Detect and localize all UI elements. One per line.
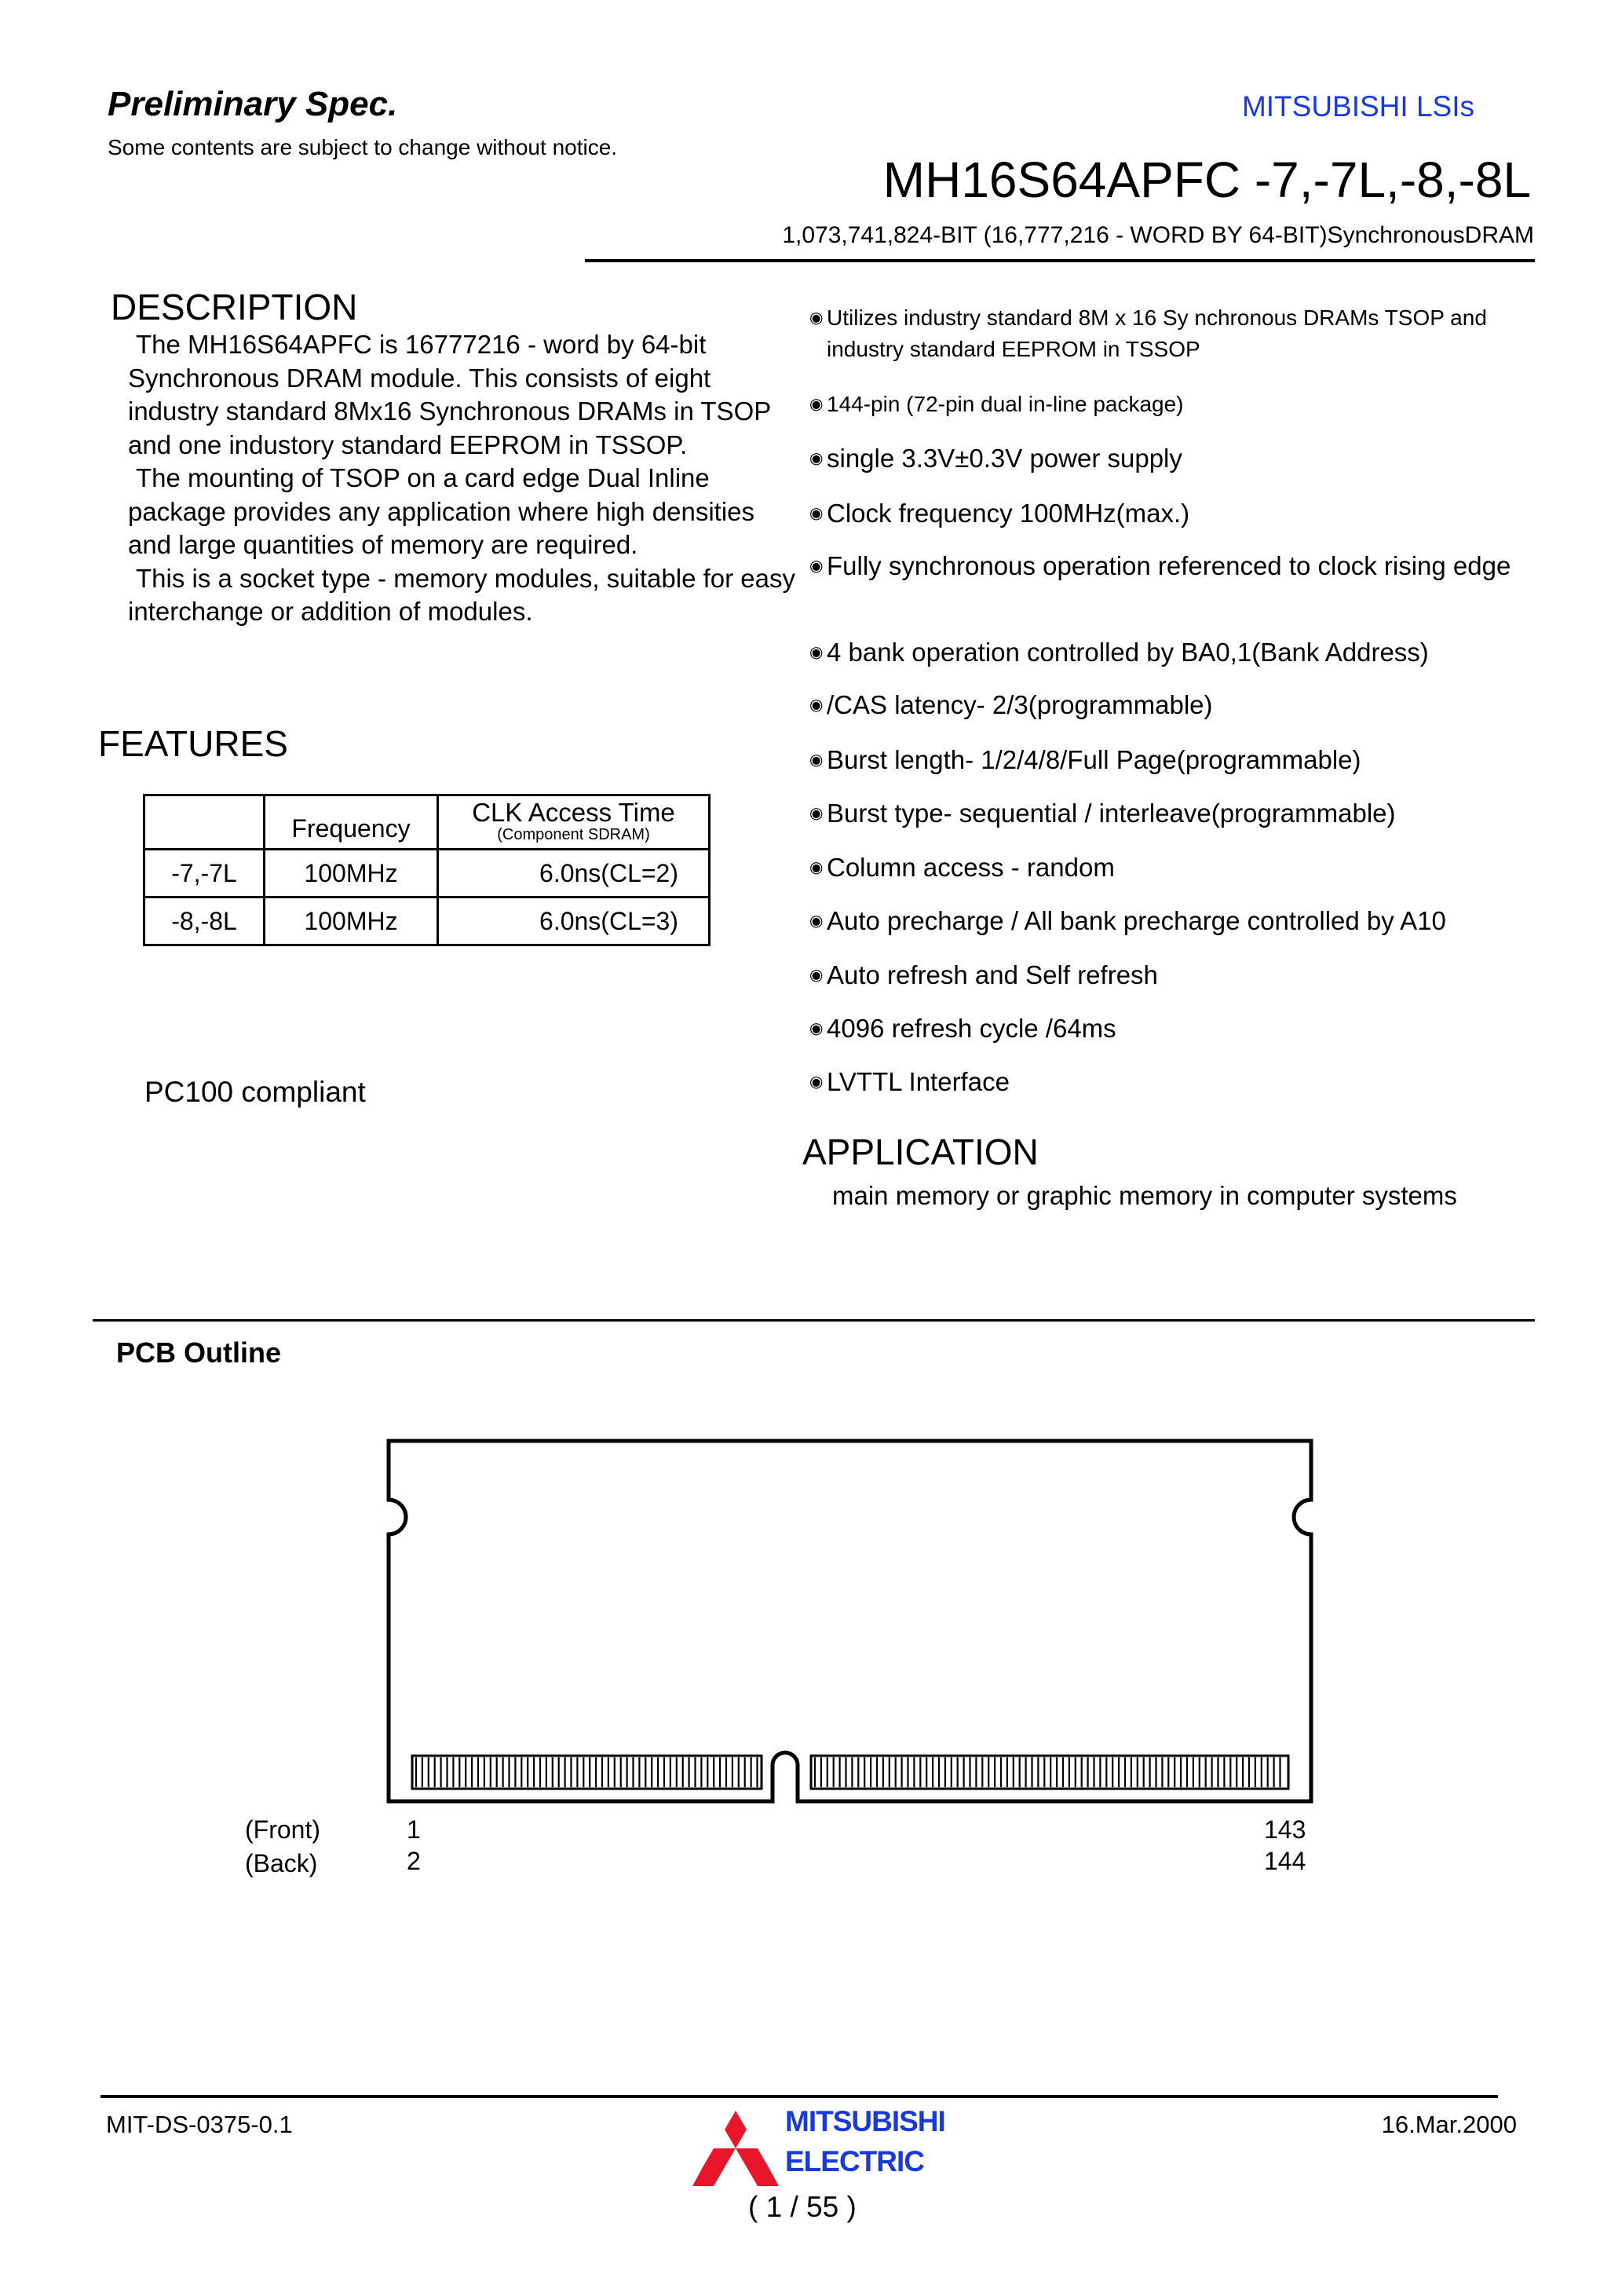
description-paragraph: This is a socket type - memory modules, suitable for easy interchange or addition of modules. bbox=[128, 563, 795, 626]
bullet-icon: ◉ bbox=[809, 396, 824, 413]
logo-wordmark-line1: MITSUBISHI bbox=[785, 2105, 945, 2137]
pcb-board-outline bbox=[389, 1441, 1311, 1801]
feature-item: ◉ LVTTL Interface bbox=[809, 1066, 1010, 1099]
document-date: 16.Mar.2000 bbox=[1381, 2111, 1517, 2138]
clk-access-header bbox=[438, 795, 710, 850]
speed-cell: -7,-7L bbox=[144, 850, 265, 898]
feature-item: ◉ Burst length- 1/2/4/8/Full Page(programmable) bbox=[809, 744, 1361, 777]
back-last-pin: 144 bbox=[1264, 1847, 1306, 1875]
brand-label: MITSUBISHI LSIs bbox=[1241, 90, 1474, 122]
description-paragraph: The mounting of TSOP on a card edge Dual Inline package provides any application where high densities and large quantities of memory are required. bbox=[128, 463, 755, 559]
frequency-cell: 100MHz bbox=[265, 850, 438, 898]
part-number: MH16S64APFC -7,-7L,-8,-8L bbox=[882, 152, 1531, 208]
frequency-cell: 100MHz bbox=[265, 898, 438, 945]
clk-access-label: CLK Access Time bbox=[472, 798, 675, 827]
application-text: main memory or graphic memory in computer systems bbox=[832, 1181, 1457, 1210]
feature-item: ◉ 4096 refresh cycle /64ms bbox=[809, 1012, 1116, 1045]
feature-item: ◉ 144-pin (72-pin dual in-line package) bbox=[809, 389, 1184, 420]
feature-item: ◉ Clock frequency 100MHz(max.) bbox=[809, 497, 1189, 530]
bullet-icon: ◉ bbox=[809, 558, 824, 575]
bullet-icon: ◉ bbox=[809, 309, 824, 327]
bullet-icon: ◉ bbox=[809, 1020, 824, 1037]
logo-wordmark-line2: ELECTRIC bbox=[785, 2145, 924, 2177]
application-heading: APPLICATION bbox=[802, 1132, 1039, 1172]
access-cell: 6.0ns(CL=3) bbox=[438, 898, 710, 945]
bullet-icon: ◉ bbox=[809, 505, 824, 522]
pc100-note: PC100 compliant bbox=[144, 1076, 366, 1108]
feature-item: ◉ single 3.3V±0.3V power supply bbox=[809, 442, 1182, 475]
features-heading: FEATURES bbox=[98, 723, 288, 764]
bullet-icon: ◉ bbox=[809, 859, 824, 876]
bullet-icon: ◉ bbox=[809, 805, 824, 822]
table-header-row bbox=[144, 795, 710, 850]
front-first-pin: 1 bbox=[407, 1815, 421, 1844]
feature-item: ◉ Auto refresh and Self refresh bbox=[809, 959, 1158, 992]
feature-item: ◉ Utilizes industry standard 8M x 16 Sy nchronous DRAMs TSOP and industry standard EEPROM in TSSOP bbox=[809, 302, 1516, 365]
table-corner-cell bbox=[144, 795, 265, 850]
pcb-outline-drawing bbox=[377, 1429, 1319, 1822]
pin-block-left-frame bbox=[412, 1756, 762, 1789]
bullet-icon: ◉ bbox=[809, 1073, 824, 1091]
access-cell: 6.0ns(CL=2) bbox=[438, 850, 710, 898]
description-body bbox=[128, 328, 795, 629]
bullet-icon: ◉ bbox=[809, 644, 824, 661]
pin-row-right bbox=[815, 1757, 1280, 1787]
feature-item: ◉ Fully synchronous operation referenced to clock rising edge bbox=[809, 550, 1547, 583]
back-first-pin: 2 bbox=[407, 1847, 421, 1875]
speed-cell: -8,-8L bbox=[144, 898, 265, 945]
table-row bbox=[144, 850, 710, 898]
feature-item: ◉ Burst type- sequential / interleave(programmable) bbox=[809, 797, 1396, 830]
page-number: ( 1 / 55 ) bbox=[748, 2191, 857, 2223]
bullet-icon: ◉ bbox=[809, 751, 824, 769]
section-rule bbox=[93, 1319, 1535, 1322]
description-heading: DESCRIPTION bbox=[111, 287, 358, 327]
notice-text: Some contents are subject to change without notice. bbox=[108, 135, 618, 159]
frequency-header: Frequency bbox=[265, 795, 438, 850]
component-sdram-label: (Component SDRAM) bbox=[497, 826, 650, 843]
pin-row-left bbox=[416, 1757, 758, 1787]
document-id: MIT-DS-0375-0.1 bbox=[106, 2111, 293, 2138]
feature-item: ◉ /CAS latency- 2/3(programmable) bbox=[809, 689, 1213, 722]
mitsubishi-logo-icon bbox=[692, 2109, 779, 2188]
footer-rule bbox=[100, 2095, 1498, 2098]
description-paragraph: The MH16S64APFC is 16777216 - word by 64-bit Synchronous DRAM module. This consists of eight industry standard 8Mx16 Synchronous DRAMs in TSOP and one industory standard EEPROM in TSSOP. bbox=[128, 330, 771, 459]
front-last-pin: 143 bbox=[1264, 1815, 1306, 1844]
bullet-icon: ◉ bbox=[809, 450, 824, 467]
bullet-icon: ◉ bbox=[809, 912, 824, 930]
table-row bbox=[144, 898, 710, 945]
pcb-outline-heading: PCB Outline bbox=[116, 1336, 282, 1369]
bullet-icon: ◉ bbox=[809, 967, 824, 984]
back-label: (Back) bbox=[245, 1849, 318, 1877]
front-label: (Front) bbox=[245, 1815, 320, 1844]
feature-item: ◉ 4 bank operation controlled by BA0,1(Bank Address) bbox=[809, 636, 1429, 669]
bullet-icon: ◉ bbox=[809, 696, 824, 714]
feature-item: ◉ Column access - random bbox=[809, 851, 1115, 884]
subtitle: 1,073,741,824-BIT (16,777,216 - WORD BY 64-BIT)SynchronousDRAM bbox=[782, 222, 1534, 248]
header-rule bbox=[585, 259, 1535, 262]
feature-item: ◉ Auto precharge / All bank precharge controlled by A10 bbox=[809, 905, 1446, 938]
preliminary-label: Preliminary Spec. bbox=[108, 85, 398, 123]
speed-table bbox=[143, 794, 711, 946]
